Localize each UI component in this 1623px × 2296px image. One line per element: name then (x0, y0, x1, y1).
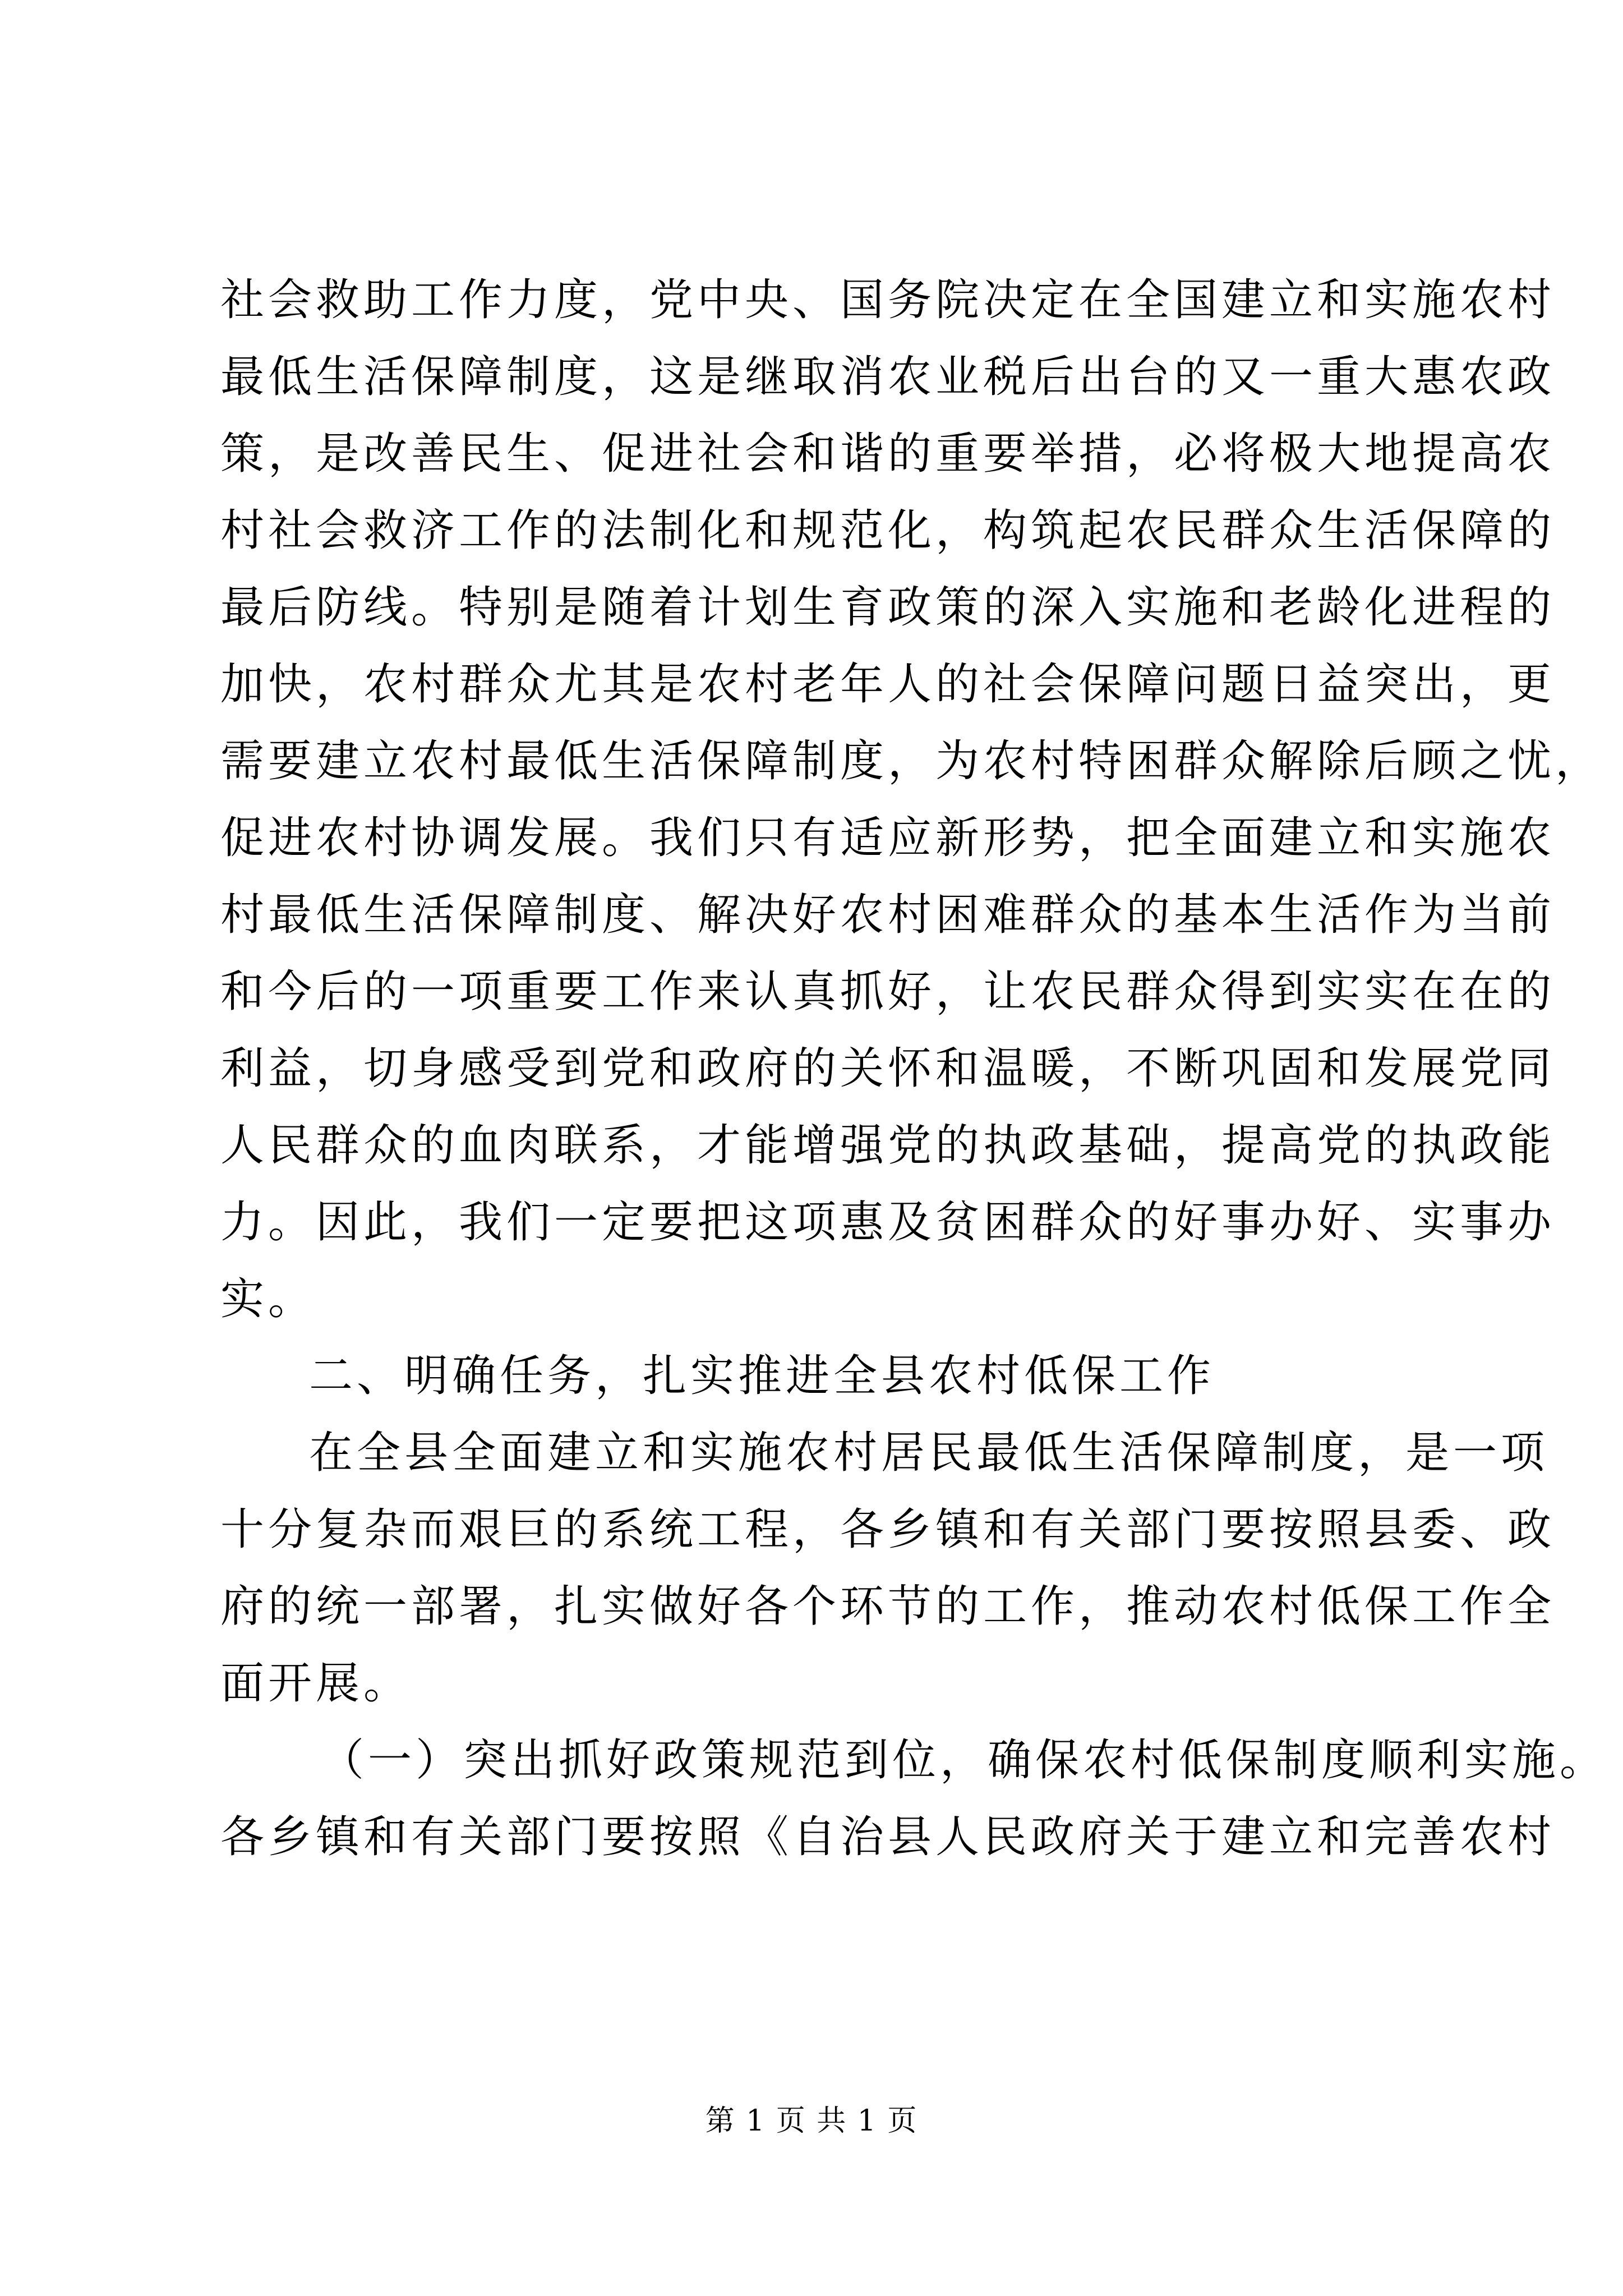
text-line: 面开展。 (220, 1658, 412, 1709)
text-line: 和今后的一项重要工作来认真抓好，让农民群众得到实实在在的 (220, 967, 1556, 1017)
text-line: 社会救助工作力度，党中央、国务院决定在全国建立和实施农村 (220, 275, 1556, 325)
text-line: 各乡镇和有关部门要按照《自治县人民政府关于建立和完善农村 (220, 1812, 1556, 1862)
page-footer (0, 2101, 1623, 2141)
subsection-heading: （一）突出抓好政策规范到位，确保农村低保制度顺利实施。 (320, 1735, 1608, 1786)
text-line: 利益，切身感受到党和政府的关怀和温暖，不断巩固和发展党同 (220, 1043, 1556, 1094)
text-line: 十分复杂而艰巨的系统工程，各乡镇和有关部门要按照县委、政 (220, 1504, 1556, 1555)
text-line: 加快，农村群众尤其是农村老年人的社会保障问题日益突出，更 (220, 659, 1556, 710)
text-line: 在全县全面建立和实施农村居民最低生活保障制度，是一项 (309, 1428, 1549, 1478)
text-line: 村最低生活保障制度、解决好农村困难群众的基本生活作为当前 (220, 890, 1556, 940)
page-number: 第 1 页 共 1 页 (705, 2104, 918, 2138)
text-line: 最后防线。特别是随着计划生育政策的深入实施和老龄化进程的 (220, 582, 1556, 633)
text-line: 府的统一部署，扎实做好各个环节的工作，推动农村低保工作全 (220, 1581, 1556, 1632)
text-line: 策，是改善民生、促进社会和谐的重要举措，必将极大地提高农 (220, 429, 1556, 479)
text-line: 需要建立农村最低生活保障制度，为农村特困群众解除后顾之忧， (220, 736, 1603, 786)
section-heading: 二、明确任务，扎实推进全县农村低保工作 (309, 1351, 1215, 1401)
text-line: 促进农村协调发展。我们只有适应新形势，把全面建立和实施农 (220, 813, 1556, 863)
document-body (220, 262, 1608, 1876)
text-line: 最低生活保障制度，这是继取消农业税后出台的又一重大惠农政 (220, 352, 1556, 402)
text-line: 实。 (220, 1274, 316, 1324)
text-line: 村社会救济工作的法制化和规范化，构筑起农民群众生活保障的 (220, 505, 1556, 556)
text-line: 人民群众的血肉联系，才能增强党的执政基础，提高党的执政能 (220, 1120, 1556, 1171)
text-line: 力。因此，我们一定要把这项惠及贫困群众的好事办好、实事办 (220, 1197, 1556, 1248)
